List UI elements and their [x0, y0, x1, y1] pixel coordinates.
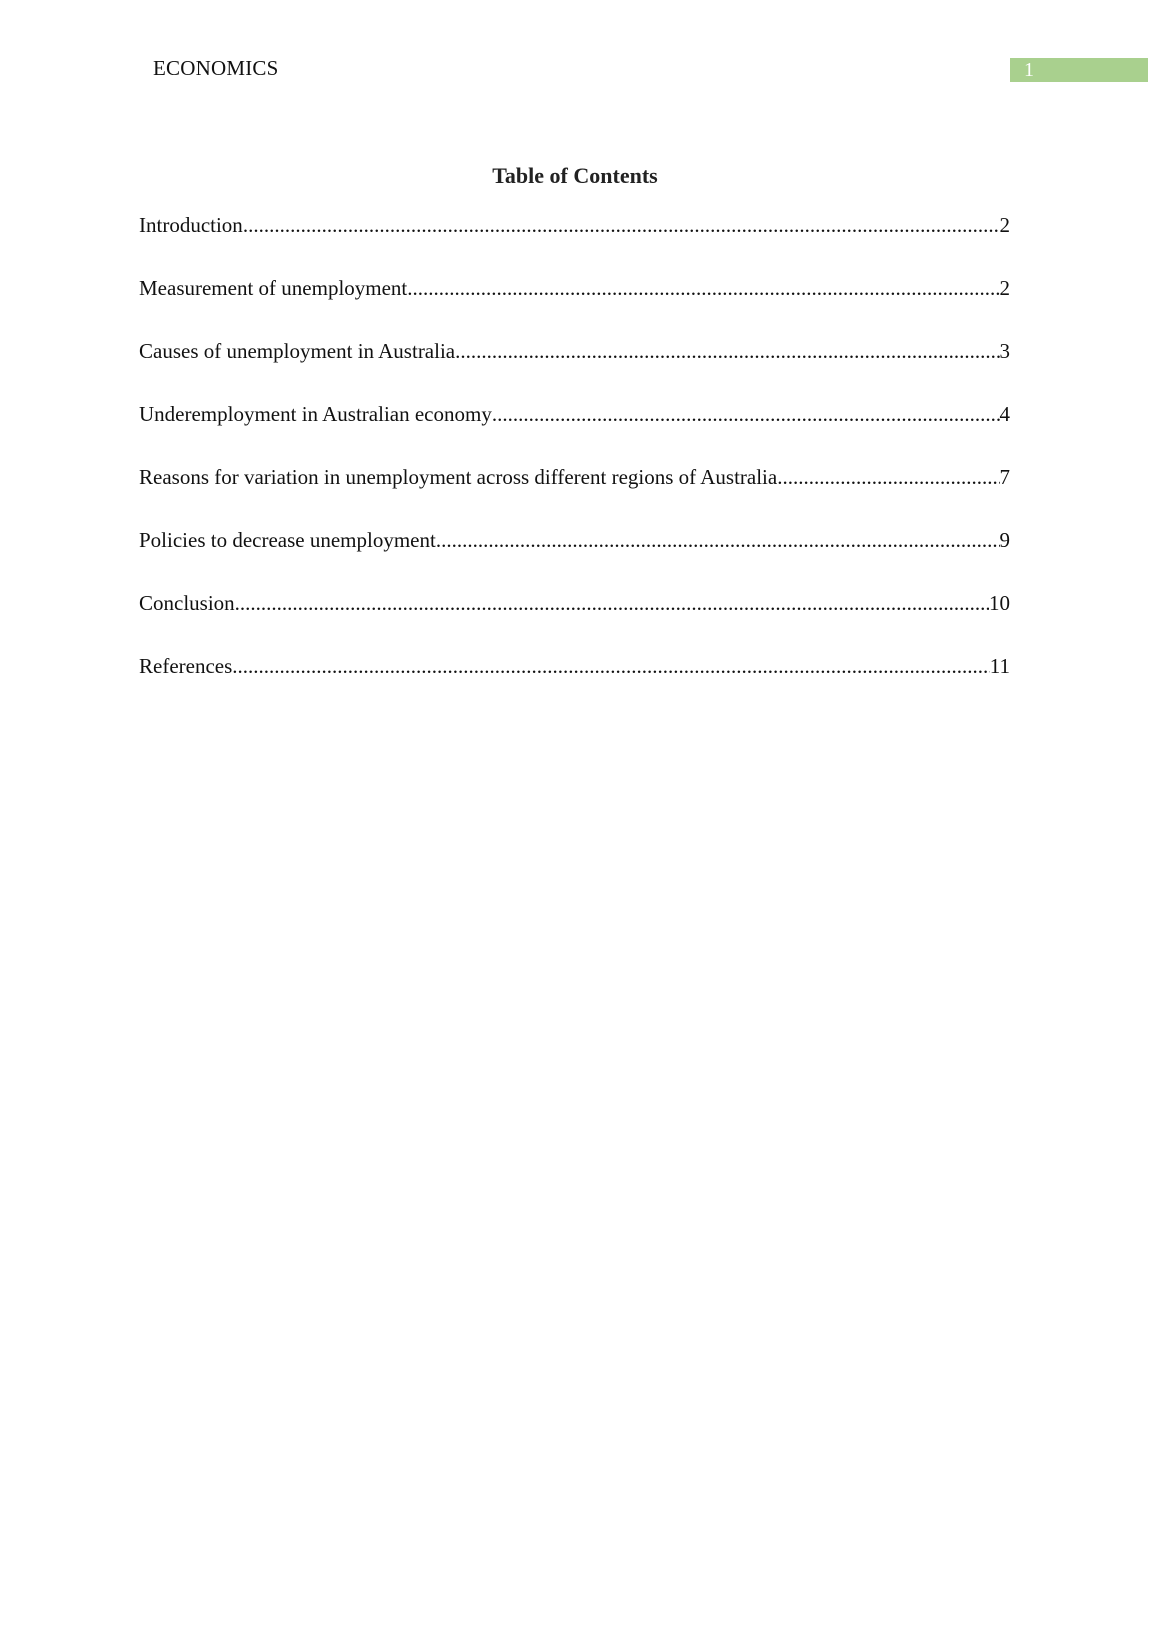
toc-dot-leader: [232, 654, 989, 679]
header-title: ECONOMICS: [153, 56, 279, 80]
toc-heading: Table of Contents: [492, 163, 658, 188]
toc-list: [139, 213, 1010, 717]
toc-entry-page: 3: [999, 339, 1010, 363]
toc-entry-introduction[interactable]: [139, 213, 1010, 276]
toc-dot-leader: [492, 402, 1000, 427]
toc-entry-conclusion[interactable]: [139, 591, 1010, 654]
toc-entry-label: Underemployment in Australian economy: [139, 402, 492, 426]
toc-entry-label: Measurement of unemployment: [139, 276, 408, 300]
toc-entry-page: 2: [999, 213, 1010, 237]
toc-entry-page: 9: [999, 528, 1010, 552]
toc-entry-regional-variation[interactable]: [139, 465, 1010, 528]
toc-entry-page: 11: [989, 654, 1010, 678]
toc-entry-label: References: [139, 654, 233, 678]
toc-entry-underemployment[interactable]: [139, 402, 1010, 465]
toc-dot-leader: [777, 465, 999, 490]
toc-entry-label: Reasons for variation in unemployment across different regions of Australia: [139, 465, 778, 489]
toc-entry-label: Policies to decrease unemployment: [139, 528, 436, 552]
toc-entry-policies[interactable]: [139, 528, 1010, 591]
toc-entry-label: Introduction: [139, 213, 243, 237]
page-number-badge: 1: [1010, 58, 1148, 82]
toc-dot-leader: [407, 276, 999, 301]
toc-dot-leader: [436, 528, 1000, 553]
toc-dot-leader: [243, 213, 1000, 238]
toc-entry-page: 7: [999, 465, 1010, 489]
toc-entry-label: Causes of unemployment in Australia: [139, 339, 456, 363]
toc-entry-causes[interactable]: [139, 339, 1010, 402]
toc-dot-leader: [235, 591, 989, 616]
toc-entry-references[interactable]: [139, 654, 1010, 717]
toc-entry-page: 4: [999, 402, 1010, 426]
toc-dot-leader: [455, 339, 999, 364]
toc-entry-page: 10: [989, 591, 1010, 615]
toc-entry-label: Conclusion: [139, 591, 235, 615]
toc-entry-measurement[interactable]: [139, 276, 1010, 339]
toc-entry-page: 2: [999, 276, 1010, 300]
